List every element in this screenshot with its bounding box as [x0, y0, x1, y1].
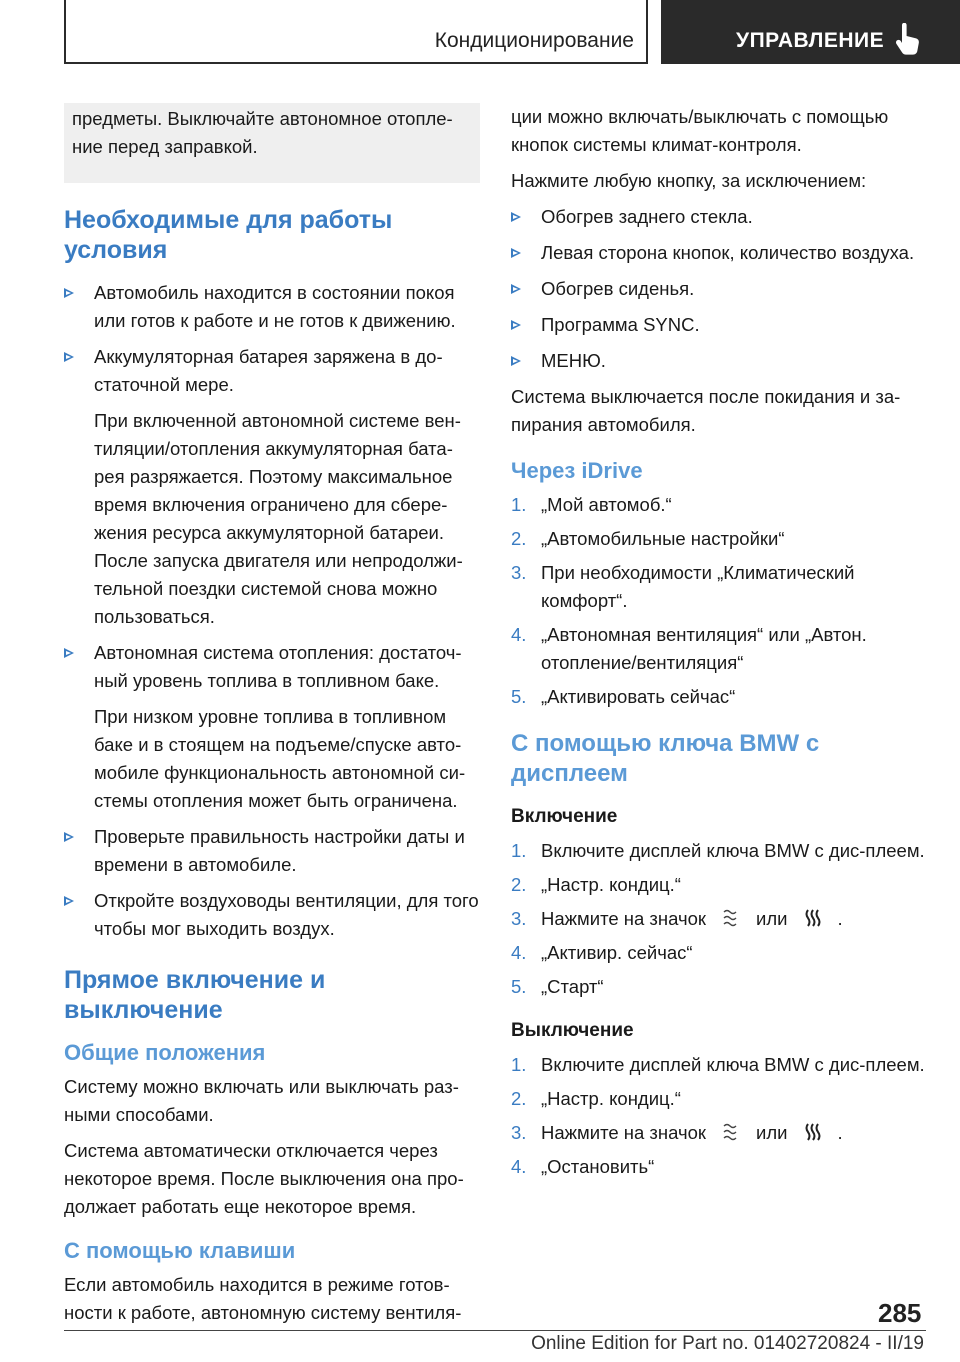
continued-text: ции можно включать/выключать с помощью кнопок системы климат-контроля. [511, 106, 889, 155]
exceptions-list [511, 203, 931, 375]
arrow-bullet-icon [511, 248, 521, 258]
arrow-bullet-icon [511, 284, 521, 294]
list-item [64, 639, 480, 815]
header-section-box [64, 0, 648, 64]
list-item: 1. Включите дисплей ключа BMW с дис-плеем. [511, 1051, 931, 1079]
list-item: 4. „Автономная вентиляция“ или „Автон. отопление/вентиляция“ [511, 621, 931, 677]
general-text-1: Систему можно включать или выключать раз-ными способами. [64, 1076, 459, 1125]
list-item: 3. Нажмите на значок или . [511, 905, 931, 933]
list-item [511, 347, 931, 375]
conditions-list [64, 279, 480, 943]
step-text: „Мой автомоб.“ [541, 494, 672, 515]
step-text: „Активировать сейчас“ [541, 686, 736, 707]
header-chapter-box [661, 0, 960, 64]
arrow-bullet-icon [511, 212, 521, 222]
list-item [511, 203, 931, 231]
general-heading: Общие положения [64, 1040, 266, 1065]
step-text: Включите дисплей ключа BMW с дис-плеем. [541, 840, 925, 861]
list-item-text: Программа SYNC. [541, 314, 700, 335]
step-text: „Активир. сейчас“ [541, 942, 693, 963]
list-item [64, 823, 480, 879]
list-item [64, 343, 480, 631]
arrow-bullet-icon [64, 896, 74, 906]
step-text: „Настр. кондиц.“ [541, 1088, 681, 1109]
step-text: Нажмите на значок или . [541, 908, 843, 929]
switch-on-steps [511, 837, 931, 1001]
auto-off-text: Система выключается после покидания и за-пирания автомобиля. [511, 386, 901, 435]
step-text: Включите дисплей ключа BMW с дис-плеем. [541, 1054, 925, 1075]
step-text: При необходимости „Климатический комфорт“. [541, 562, 855, 611]
step-text: „Остановить“ [541, 1156, 655, 1177]
header-chapter-title: УПРАВЛЕНИЕ [736, 29, 885, 52]
ventilation-icon [720, 907, 742, 929]
header-section-title: Кондиционирование [434, 29, 634, 52]
footer-divider [64, 1330, 926, 1331]
arrow-bullet-icon [64, 288, 74, 298]
heating-icon [802, 1121, 824, 1143]
idrive-heading: Через iDrive [511, 458, 643, 483]
pointing-hand-icon [893, 23, 923, 57]
list-item [511, 311, 931, 339]
list-item [64, 279, 480, 335]
list-item: 4. „Остановить“ [511, 1153, 931, 1181]
general-text-2: Система автоматически отключается через некоторое время. После выключения она про-должает работать еще некоторое время. [64, 1140, 464, 1217]
list-item-text: Автомобиль находится в состоянии покоя или готов к работе и не готов к движению. [94, 282, 456, 331]
list-item: 3. При необходимости „Климатический комфорт“. [511, 559, 931, 615]
list-item: 2. „Автомобильные настройки“ [511, 525, 931, 553]
arrow-bullet-icon [64, 352, 74, 362]
left-column [64, 103, 480, 1335]
list-item [511, 239, 931, 267]
edition-footer: Online Edition for Part no. 01402720824 - II/19 [531, 1333, 924, 1354]
list-item: 4. „Активир. сейчас“ [511, 939, 931, 967]
page-number: 285 [878, 1298, 922, 1328]
list-item: 2. „Настр. кондиц.“ [511, 1085, 931, 1113]
list-item-text: Откройте воздуховоды вентиляции, для того чтобы мог выходить воздух. [94, 890, 479, 939]
step-text: „Старт“ [541, 976, 604, 997]
list-item-text: Обогрев заднего стекла. [541, 206, 753, 227]
conditions-heading: Необходимые для работы условия [64, 206, 393, 264]
list-item-note: При включенной автономной системе вен-тиляции/отопления аккумуляторная бата-рея разряжается. Поэтому максимальное время включения ограничено для сбере-жения ресурса аккумуляторной батареи. После запуска двигателя или непродолжи-тельной поездки системой снова можно пользоваться. [94, 410, 463, 627]
idrive-steps [511, 491, 931, 711]
list-item: 1. „Мой автомоб.“ [511, 491, 931, 519]
arrow-bullet-icon [511, 356, 521, 366]
press-any-text: Нажмите любую кнопку, за исключением: [511, 170, 867, 191]
list-item-text: Автономная система отопления: достаточ-ный уровень топлива в топливном баке. [94, 642, 462, 691]
list-item: 1. Включите дисплей ключа BMW с дис-плеем. [511, 837, 931, 865]
heating-icon [802, 907, 824, 929]
right-column [511, 103, 931, 1187]
switch-off-heading: Выключение [511, 1020, 634, 1041]
step-text: Нажмите на значок или . [541, 1122, 843, 1143]
list-item-text: Левая сторона кнопок, количество воздуха. [541, 242, 915, 263]
arrow-bullet-icon [64, 832, 74, 842]
switch-on-heading: Включение [511, 806, 618, 827]
list-item-note: При низком уровне топлива в топливном баке и в стоящем на подъеме/спуске авто-мобиле функциональность автономной си-стемы отопления может быть ограничена. [94, 706, 466, 811]
list-item: 2. „Настр. кондиц.“ [511, 871, 931, 899]
list-item [511, 275, 931, 303]
ventilation-icon [720, 1121, 742, 1143]
list-item: 3. Нажмите на значок или . [511, 1119, 931, 1147]
button-text: Если автомобиль находится в режиме готов-ности к работе, автономную систему вентиля- [64, 1274, 462, 1323]
step-text: „Настр. кондиц.“ [541, 874, 681, 895]
list-item-text: МЕНЮ. [541, 350, 606, 371]
direct-switch-heading: Прямое включение и выключение [64, 966, 326, 1024]
arrow-bullet-icon [64, 648, 74, 658]
list-item-text: Аккумуляторная батарея заряжена в до-статочной мере. [94, 346, 443, 395]
list-item [64, 887, 480, 943]
step-text: „Автомобильные настройки“ [541, 528, 785, 549]
arrow-bullet-icon [511, 320, 521, 330]
list-item-text: Проверьте правильность настройки даты и времени в автомобиле. [94, 826, 465, 875]
switch-off-steps [511, 1051, 931, 1181]
list-item-text: Обогрев сиденья. [541, 278, 695, 299]
step-text: „Автономная вентиляция“ или „Автон. отопление/вентиляция“ [541, 624, 867, 673]
list-item: 5. „Старт“ [511, 973, 931, 1001]
list-item: 5. „Активировать сейчас“ [511, 683, 931, 711]
continued-note-box [64, 103, 480, 183]
intro-text: предметы. Выключайте автономное отопле-ние перед заправкой. [72, 108, 453, 157]
button-heading: С помощью клавиши [64, 1238, 296, 1263]
key-display-heading: С помощью ключа BMW с дисплеем [511, 730, 820, 787]
